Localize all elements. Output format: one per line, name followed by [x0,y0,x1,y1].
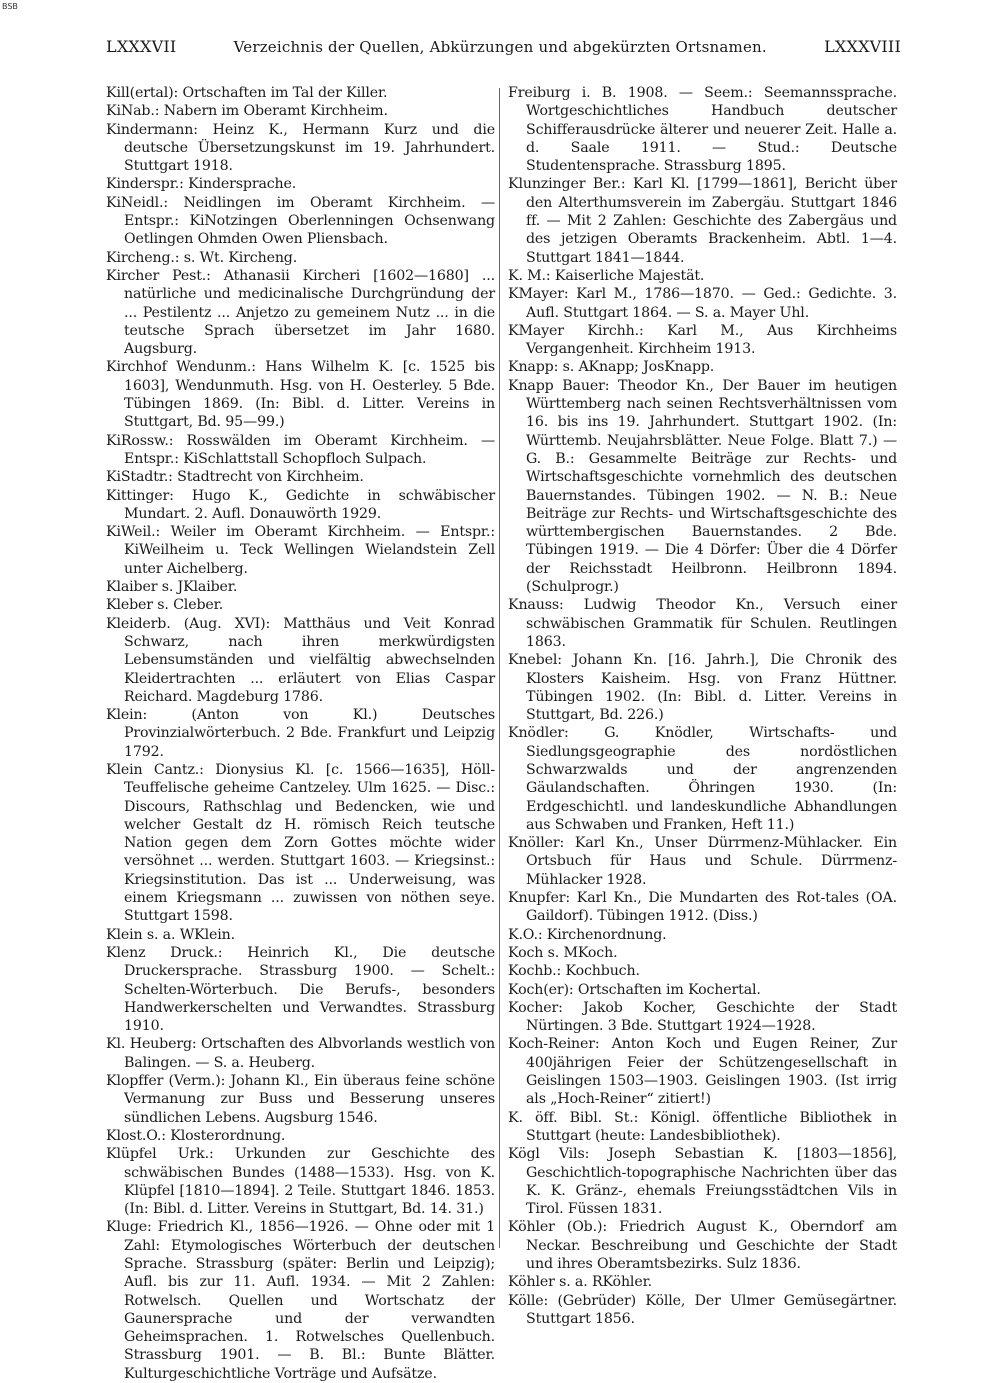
dictionary-entry: Knapp: s. AKnapp; JosKnapp. [508,359,715,376]
dictionary-entry: Koch(er): Ortschaften im Kochertal. [508,981,761,998]
page-header [106,37,901,59]
dictionary-entry: Klaiber s. JKlaiber. [106,579,238,596]
dictionary-entry: KiNeidl.: Neidlingen im Oberamt Kirchheim. — Entspr.: KiNotzingen Oberlenningen Ochsenwang Oetlingen Ohmden Owen Pliensbach. [106,194,495,248]
dictionary-entry: Kl. Heuberg: Ortschaften des Albvorlands westlich von Balingen. — S. a. Heuberg. [106,1036,495,1071]
dictionary-entry: Köhler (Ob.): Friedrich August K., Oberndorf am Neckar. Beschreibung und Geschichte der Stadt und ihres Oberamtsbezirks. Sulz 1836. [508,1219,897,1272]
dictionary-entry: Kocher: Jakob Kocher, Geschichte der Stadt Nürtingen. 3 Bde. Stuttgart 1924—1928. [508,999,897,1035]
dictionary-entry: Klüpfel Urk.: Urkunden zur Geschichte des schwäbischen Bundes (1488—1533). Hsg. von K. Klüpfel [1810—1894]. 2 Teile. Stuttgart 1846. 1853. (In: Bibl. d. Litter. Vereins in Stuttgart, Bd. 14. 31.) [106,1146,495,1218]
dictionary-entry: Klost.O.: Klosterordnung. [106,1127,286,1144]
dictionary-entry: K.O.: Kirchenordnung. [508,926,667,943]
dictionary-entry: Kölle: (Gebrüder) Kölle, Der Ulmer Gemüsegärtner. Stuttgart 1856. [508,1292,897,1327]
dictionary-entry: KMayer Kirchh.: Karl M., Aus Kirchheims Vergangenheit. Kirchheim 1913. [508,322,897,358]
dictionary-entry: Kögl Vils: Joseph Sebastian K. [1803—1856], Geschichtlich-topographische Nachrichten über das K. K. Gränz-, ehemals Freiungsstädtchen Vils in Tirol. Füssen 1831. [508,1146,897,1218]
dictionary-entry: Kochb.: Kochbuch. [508,963,640,980]
dictionary-entry: Köhler s. a. RKöhler. [508,1274,652,1291]
dictionary-entry: KiRossw.: Rosswälden im Oberamt Kirchheim. — Entspr.: KiSchlattstall Schopfloch Sulpach. [106,432,495,467]
dictionary-entry: Kill(ertal): Ortschaften im Tal der Killer. [106,85,388,101]
dictionary-entry: Kirchhof Wendunm.: Hans Wilhelm K. [c. 1525 bis 1603], Wendunmuth. Hsg. von H. Oesterley. 5 Bde. Tübingen 1869. (In: Bibl. d. Litter. Vereins in Stuttgart, Bd. 95—99.) [106,359,495,431]
dictionary-entry: Klein s. a. WKlein. [106,926,235,943]
dictionary-entry: Kluge: Friedrich Kl., 1856—1926. — Ohne oder mit 1 Zahl: Etymologisches Wörterbuch der deutschen Sprache. Strassburg (später: Berlin und Leipzig); Aufl. bis zur 11. Aufl. 1934. — Mit 2 Zahlen: Rotwelsch. Quellen und Wortschatz der Gaunersprache und der verwandten Geheimsprachen. 1. Rotwelsches Quellenbuch. Strassburg 1901. — B. Bl.: Bunte Blätter. Kulturgeschichtliche Vorträge und Aufsätze. [106,1219,495,1382]
page-title: Verzeichnis der Quellen, Abkürzungen und abgekürzten Ortsnamen. [233,38,767,56]
dictionary-entry: Knapp Bauer: Theodor Kn., Der Bauer im heutigen Württemberg nach seinen Rechtsverhältnissen vom 16. bis ins 19. Jahrhundert. Stuttgart 1902. (In: Württemb. Neujahrsblätter. Neue Folge. Blatt 7.) — G. B.: Gesammelte Beiträge zur Rechts- und Wirtschaftsgeschichte vornehmlich des deutschen Bauernstandes. Tübingen 1902. — N. B.: Neue Beiträge zur Rechts- und Wirtschaftsgeschichte des württembergischen Bauernstandes. 2 Bde. Tübingen 1919. — Die 4 Dörfer: Über die 4 Dörfer der Reichsstadt Heilbronn. Heilbronn 1894. (Schulprogr.) [508,377,897,596]
dictionary-entry: Klein: (Anton von Kl.) Deutsches Provinzialwörterbuch. 2 Bde. Frankfurt und Leipzig 1792. [106,707,495,760]
dictionary-entry: Klunzinger Ber.: Karl Kl. [1799—1861], Bericht über den Alterthumsverein im Zabergäu. Stuttgart 1846 ff. — Mit 2 Zahlen: Geschichte des Zabergäus und des jetzigen Oberamts Brackenheim. Abtl. 1—4. Stuttgart 1841—1844. [508,176,897,266]
dictionary-entry: KMayer: Karl M., 1786—1870. — Ged.: Gedichte. 3. Aufl. Stuttgart 1864. — S. a. Mayer Uhl. [508,286,897,321]
page-number-left: LXXXVII [106,37,177,56]
dictionary-entry: Koch-Reiner: Anton Koch und Eugen Reiner, Zur 400jährigen Feier der Schützengesellschaft in Geislingen 1503—1903. Geislingen 1903. (Ist irrig als „Hoch-Reiner“ zitiert!) [508,1036,897,1108]
dictionary-entry: Knupfer: Karl Kn., Die Mundarten des Rot-tales (OA. Gaildorf). Tübingen 1912. (Diss.) [508,890,897,925]
dictionary-entry: K. M.: Kaiserliche Majestät. [508,267,705,284]
dictionary-entry: Kleber s. Cleber. [106,597,224,614]
dictionary-entry: Kittinger: Hugo K., Gedichte in schwäbischer Mundart. 2. Aufl. Donauwörth 1929. [106,487,495,522]
column-divider [499,88,500,1248]
dictionary-entry: Freiburg i. B. 1908. — Seem.: Seemannssprache. Wortgeschichtliches Handbuch deutscher Schifferausdrücke älterer und neuerer Zeit. Halle a. d. Saale 1911. — Stud.: Deutsche Studentensprache. Strassburg 1895. [508,85,897,175]
dictionary-entry: Kircher Pest.: Athanasii Kircheri [1602—1680] ... natürliche und medicinalische Durchgründung der ... Pestilentz ... Anjetzo zu gemeinem Nutz ... in die teutsche Sprach übersetzet im Jahr 1680. Augsburg. [106,267,495,358]
dictionary-entry: K. öff. Bibl. St.: Königl. öffentliche Bibliothek in Stuttgart (heute: Landesbibliothek). [508,1109,897,1144]
page-number-right: LXXXVIII [824,37,901,56]
dictionary-entry: Kinderspr.: Kindersprache. [106,176,297,193]
dictionary-entry: Koch s. MKoch. [508,944,618,961]
dictionary-entry: Klopffer (Verm.): Johann Kl., Ein überaus feine schöne Vermanung zur Buss und Besserung unseres sündlichen Lebens. Augsburg 1546. [106,1073,495,1126]
dictionary-entry: Klenz Druck.: Heinrich Kl., Die deutsche Druckersprache. Strassburg 1900. — Schelt.: Schelten-Wörterbuch. Die Berufs-, besonders Handwerkerschelten und Verwandtes. Strassburg 1910. [106,944,495,1035]
right-column [508,84,897,1328]
dictionary-entry: Klein Cantz.: Dionysius Kl. [c. 1566—1635], Höll-Teuffelische geheime Cantzeley. Ulm 1625. — Disc.: Discours, Rathschlag und Bedencken, wie und welcher Gestalt dz H. römisch Reich teutsche Nation gegen dem Zorn Gottes möchte wider versöhnet ... werden. Stuttgart 1603. — Kriegsinst.: Kriegsinstitution. Das ist ... Underweisung, was einem Kriegsmann ... zuwissen von nöthen seye. Stuttgart 1598. [106,761,495,925]
dictionary-entry: Knöller: Karl Kn., Unser Dürrmenz-Mühlacker. Ein Ortsbuch für Haus und Schule. Dürrmenz-Mühlacker 1928. [508,835,897,888]
dictionary-entry: Knödler: G. Knödler, Wirtschafts- und Siedlungsgeographie des nordöstlichen Schwarzwalds und der angrenzenden Gäulandschaften. Öhringen 1930. (In: Erdgeschichtl. und landeskundliche Abhandlungen aus Schwaben und Franken, Heft 11.) [508,725,897,833]
dictionary-entry: Knebel: Johann Kn. [16. Jahrh.], Die Chronik des Klosters Kaisheim. Hsg. von Franz Hüttner. Tübingen 1902. (In: Bibl. d. Litter. Vereins in Stuttgart, Bd. 226.) [508,652,897,724]
library-watermark: BSB [2,2,18,11]
dictionary-entry: KiNab.: Nabern im Oberamt Kirchheim. [106,103,388,120]
dictionary-entry: Knauss: Ludwig Theodor Kn., Versuch einer schwäbischen Grammatik für Schulen. Reutlingen 1863. [508,597,897,650]
dictionary-entry: KiStadtr.: Stadtrecht von Kirchheim. [106,469,364,486]
dictionary-entry: Kircheng.: s. Wt. Kircheng. [106,249,298,266]
dictionary-entry: Kindermann: Heinz K., Hermann Kurz und die deutsche Übersetzungskunst im 19. Jahrhundert. Stuttgart 1918. [106,121,495,175]
left-column [106,84,495,1383]
dictionary-entry: KiWeil.: Weiler im Oberamt Kirchheim. — Entspr.: KiWeilheim u. Teck Wellingen Wielandstein Zell unter Aichelberg. [106,524,495,577]
dictionary-entry: Kleiderb. (Aug. XVI): Matthäus und Veit Konrad Schwarz, nach ihren merkwürdigsten Lebensumständen und vielfältig abwechselnden Kleidertrachten ... erläutert von Elias Caspar Reichard. Magdeburg 1786. [106,615,495,705]
